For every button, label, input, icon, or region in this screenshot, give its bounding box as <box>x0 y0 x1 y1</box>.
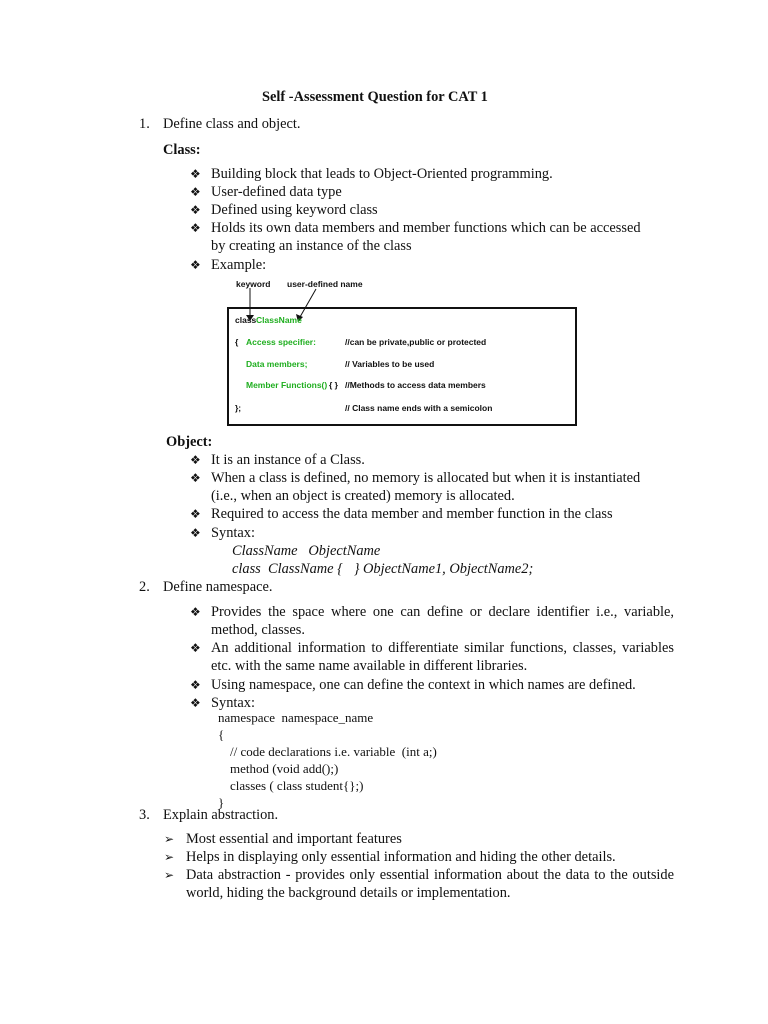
object-bullet-1: It is an instance of a Class. <box>211 452 365 468</box>
object-syntax-line-1: ClassName ObjectName <box>232 543 381 559</box>
diamond-bullet-icon: ❖ <box>190 167 201 181</box>
namespace-code-line-2: { <box>218 727 225 742</box>
keyword-label: keyword <box>236 279 271 289</box>
q1-text: Define class and object. <box>163 116 301 132</box>
namespace-code-line-6: } <box>218 795 225 810</box>
class-bullet-3: Defined using keyword class <box>211 202 378 218</box>
diamond-bullet-icon: ❖ <box>190 605 201 619</box>
q1-number: 1. <box>139 116 150 132</box>
arrowhead-bullet-icon: ➢ <box>164 868 175 882</box>
diamond-bullet-icon: ❖ <box>190 203 201 217</box>
page-title: Self -Assessment Question for CAT 1 <box>262 89 488 105</box>
q3-number: 3. <box>139 807 150 823</box>
object-heading: Object: <box>166 434 213 450</box>
namespace-code-line-5: classes ( class student{};) <box>230 778 364 793</box>
namespace-code-line-1: namespace namespace_name <box>218 710 374 725</box>
diagram-functions-comment: //Methods to access data members <box>345 380 486 390</box>
object-bullet-syntax: Syntax: <box>211 525 255 541</box>
q2-text: Define namespace. <box>163 579 273 595</box>
diagram-members-comment: // Variables to be used <box>345 359 435 369</box>
namespace-bullet-syntax: Syntax: <box>211 695 255 711</box>
diamond-bullet-icon: ❖ <box>190 678 201 692</box>
diamond-bullet-icon: ❖ <box>190 453 201 467</box>
diagram-class-name: ClassName <box>256 315 302 325</box>
namespace-code-line-4: method (void add();) <box>230 761 339 776</box>
diamond-bullet-icon: ❖ <box>190 185 201 199</box>
diagram-close-brace: }; <box>235 403 242 413</box>
abstraction-bullet-3: Data abstraction - provides only essential information about the data to the outside world, hiding the background details or implementation. <box>186 867 674 901</box>
class-bullet-1: Building block that leads to Object-Oriented programming. <box>211 166 553 182</box>
diamond-bullet-icon: ❖ <box>190 221 201 235</box>
diagram-data-members: Data members; <box>246 359 308 369</box>
object-bullet-2: When a class is defined, no memory is allocated but when it is instantiated <box>211 470 641 486</box>
class-bullet-4-cont: by creating an instance of the class <box>211 238 412 254</box>
diagram-access-specifier: Access specifier: <box>246 337 316 347</box>
abstraction-bullet-1: Most essential and important features <box>186 831 402 847</box>
diamond-bullet-icon: ❖ <box>190 526 201 540</box>
diamond-bullet-icon: ❖ <box>190 471 201 485</box>
q2-number: 2. <box>139 579 150 595</box>
diagram-member-functions: Member Functions() <box>246 380 328 390</box>
class-bullet-4: Holds its own data members and member functions which can be accessed <box>211 220 641 236</box>
diagram-end-comment: // Class name ends with a semicolon <box>345 403 493 413</box>
namespace-code-line-3: // code declarations i.e. variable (int a;) <box>230 744 437 759</box>
arrowhead-bullet-icon: ➢ <box>164 832 175 846</box>
q3-text: Explain abstraction. <box>163 807 279 823</box>
object-bullet-3: Required to access the data member and member function in the class <box>211 506 613 522</box>
object-syntax-line-2: class ClassName { } ObjectName1, ObjectName2; <box>232 561 534 577</box>
diagram-access-comment: //can be private,public or protected <box>345 337 487 347</box>
namespace-bullet-2: An additional information to differentiate similar functions, classes, variables etc. with the same name available in different libraries. <box>211 640 674 674</box>
namespace-bullet-3: Using namespace, one can define the context in which names are defined. <box>211 677 636 693</box>
abstraction-bullet-2: Helps in displaying only essential information and hiding the other details. <box>186 849 616 865</box>
diagram-open-brace: { <box>235 337 239 347</box>
namespace-bullet-1: Provides the space where one can define or declare identifier i.e., variable, method, classes. <box>211 604 674 638</box>
diamond-bullet-icon: ❖ <box>190 507 201 521</box>
object-bullet-2-cont: (i.e., when an object is created) memory is allocated. <box>211 488 515 504</box>
diamond-bullet-icon: ❖ <box>190 696 201 710</box>
diamond-bullet-icon: ❖ <box>190 641 201 655</box>
arrowhead-bullet-icon: ➢ <box>164 850 175 864</box>
diamond-bullet-icon: ❖ <box>190 258 201 272</box>
class-bullet-2: User-defined data type <box>211 184 342 200</box>
class-heading: Class: <box>163 142 201 158</box>
diagram-class-keyword: class <box>235 315 257 325</box>
user-defined-name-label: user-defined name <box>287 279 363 289</box>
diagram-function-braces: { } <box>329 380 338 390</box>
class-bullet-example: Example: <box>211 257 267 273</box>
